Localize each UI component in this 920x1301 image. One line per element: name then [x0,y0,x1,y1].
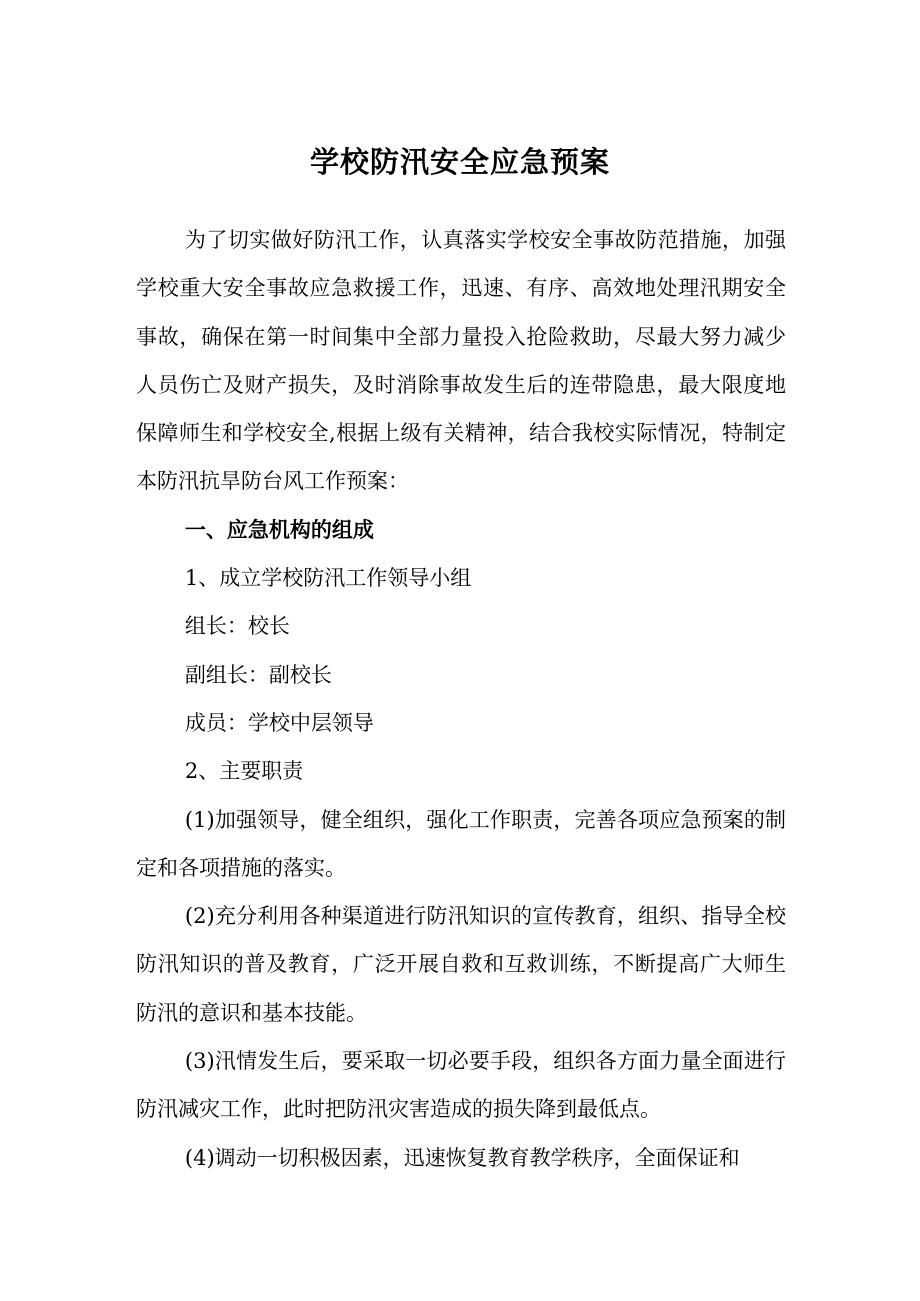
document-body [136,216,786,1182]
duty-paragraph-1: (1)加强领导，健全组织，强化工作职责，完善各项应急预案的制定和各项措施的落实。 [136,807,786,880]
duty-paragraph-3: (3)汛情发生后，要采取一切必要手段，组织各方面力量全面进行防汛减灾工作，此时把防汛灾害造成的损失降到最低点。 [136,1049,786,1122]
duty-paragraph-4: (4)调动一切积极因素，迅速恢复教育教学秩序，全面保证和 [184,1145,740,1170]
intro-paragraph: 为了切实做好防汛工作，认真落实学校安全事故防范措施，加强学校重大安全事故应急救援工作，迅速、有序、高效地处理汛期安全事故，确保在第一时间集中全部力量投入抢险救助，尽最大努力减少人员伤亡及财产损失，及时消除事故发生后的连带隐患，最大限度地保障师生和学校安全,根据上级有关精神，结合我校实际情况，特制定本防汛抗旱防台风工作预案： [136,228,786,494]
duty-paragraph-2: (2)充分利用各种渠道进行防汛知识的宣传教育，组织、指导全校防汛知识的普及教育，广泛开展自救和互救训练，不断提高广大师生防汛的意识和基本技能。 [136,904,786,1025]
document-title: 学校防汛安全应急预案 [309,145,610,179]
leader-line: 组长：校长 [184,614,290,639]
deputy-leader-line: 副组长：副校长 [184,662,332,687]
members-line: 成员：学校中层领导 [184,710,374,735]
section-heading-1: 一、应急机构的组成 [184,517,374,542]
item-1: 1、成立学校防汛工作领导小组 [184,566,472,591]
item-2: 2、主要职责 [184,759,304,784]
